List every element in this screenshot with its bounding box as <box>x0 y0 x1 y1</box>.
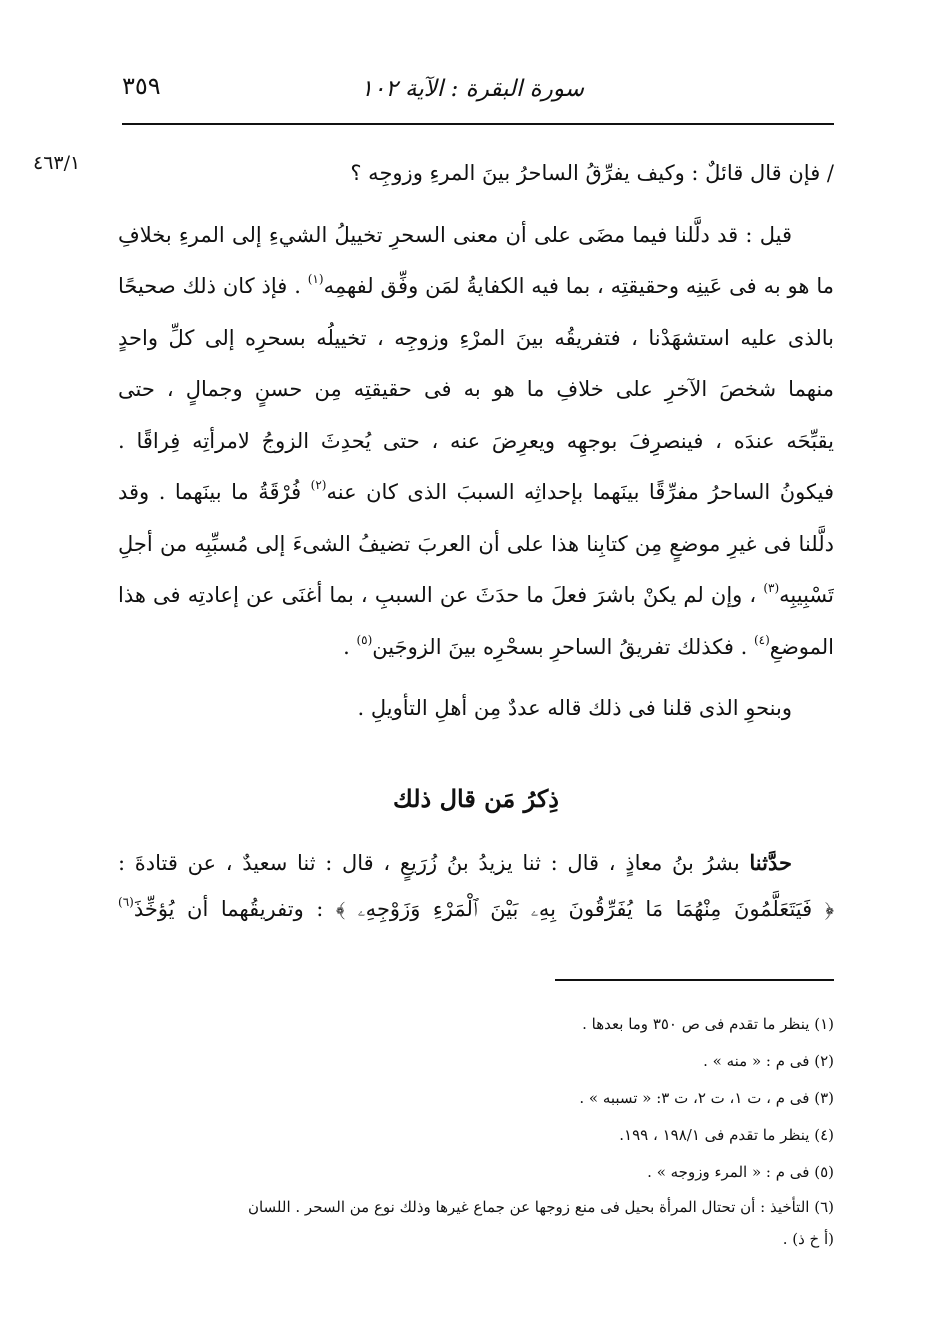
main-text <box>118 148 834 735</box>
footnote: (١) ينظر ما تقدم فى ص ٣٥٠ وما بعدها . <box>582 1015 834 1033</box>
text-line: حدَّثنا بشرُ بنُ معاذٍ ، قال : ثنا يزيدُ بنُ زُرَيعٍ ، قال : ثنا سعيدٌ ، عن قتادةَ : <box>118 850 792 875</box>
footnote-marker[interactable]: (٣) <box>763 581 780 595</box>
text-line: يقبِّحَه عندَه ، فينصرِفَ بوجهِه ويعرِضَ عنه ، حتى يُحدِثَ الزوجُ لامرأتِه فِراقًا . <box>118 428 834 453</box>
footnote-marker[interactable]: (٢) <box>310 478 327 492</box>
text-line: وبنحوِ الذى قلنا فى ذلك قاله عددٌ مِن أهلِ التأويلِ . <box>357 696 792 720</box>
header-rule <box>122 123 834 125</box>
text-line: / فإن قال قائلٌ : وكيف يفرِّقُ الساحرُ بينَ المرءِ وزوجِه ؟ <box>350 161 834 185</box>
footnote: (٦) التأخيذ : أن تحتال المرأة بحيل فى منع زوجها عن جماع غيرها وذلك نوع من السحر . اللسان <box>247 1198 834 1216</box>
footnote: (٢) فى م : « منه » . <box>703 1052 834 1070</box>
text-line: قيل : قد دلَّلنا فيما مضَى على أن معنى السحرِ تخييلُ الشيءِ إلى المرءِ بخلافِ <box>118 222 792 247</box>
narration-opener: حدَّثنا <box>749 850 792 875</box>
footnote: (٥) فى م : « المرء وزوجه » . <box>647 1163 834 1181</box>
running-title: سورة البقرة : الآية ١٠٢ <box>360 76 584 102</box>
paragraph-gap <box>118 200 834 210</box>
text-line: تَسْبِيبِه$^{(٣)}$ ، وإن لم يكنْ باشرَ فعلَ ما حدَثَ عن السببِ ، بما أغنَى عن إعادتِه فى هذا <box>118 581 834 607</box>
text-line: بالذى عليه استشهَدْنا ، فتفريقُه بينَ المرْءِ وزوجِه ، تخييلُه بسحرِه إلى كلِّ واحدٍ <box>118 325 834 350</box>
footnote-continuation: (أ خ ذ) . <box>782 1230 834 1248</box>
footnote: (٤) ينظر ما تقدم فى ١٩٨/١ ، ١٩٩. <box>619 1126 834 1144</box>
text-line: فيكونُ الساحرُ مفرِّقًا بينَهما بإحداثِه السببَ الذى كان عنه$^{(٢)}$ فُرْقَةُ ما بينَهما . وقد <box>118 478 834 504</box>
running-header <box>122 64 834 114</box>
footnote-marker[interactable]: (٥) <box>356 632 373 647</box>
footnote-marker[interactable]: (٤) <box>753 632 770 647</box>
hadith-text <box>118 840 834 932</box>
footnote-marker[interactable]: (١) <box>307 272 324 286</box>
section-heading: ذِكرُ مَن قال ذلك <box>393 784 559 813</box>
text-line: دلَّلنا فى غيرِ موضعٍ مِن كتابِنا هذا على أن العربَ تضيفُ الشىءَ إلى مُسبِّبِه من أجلِ <box>118 531 834 556</box>
footnote-rule <box>555 979 834 981</box>
paragraph-gap <box>118 673 834 683</box>
marginal-reference: ٤٦٣/١ <box>33 152 81 174</box>
footnotes <box>110 1006 834 1255</box>
text-line: الموضعِ$^{(٤)}$ . فكذلك تفريقُ الساحرِ بسحْرِه بينَ الزوجَين$^{(٥)}$ . <box>343 632 834 659</box>
page-number: ٣٥٩ <box>122 72 161 100</box>
text-line <box>118 886 834 932</box>
text-line: ما هو به فى عَينِه وحقيقتِه ، بما فيه الكفايةُ لمَن وفِّق لفهمِه$^{(١)}$ . فإذ كان ذلك صحيحًا <box>118 272 834 298</box>
quran-quote: ﴿ فَيَتَعَلَّمُونَ مِنْهُمَا مَا يُفَرِّقُونَ بِهِۦ بَيْنَ ٱلْمَرْءِ وَزَوْجِهِۦ ﴾ : وتفريقُهما أن يُؤخِّذَ <box>133 897 834 921</box>
text-line: منهما شخصَ الآخرِ على خلافِ ما هو به فى حقيقتِه مِن حسنٍ وجمالٍ ، حتى <box>118 377 834 401</box>
footnote-marker[interactable]: (٦) <box>118 895 134 909</box>
footnote: (٣) فى م ، ت ١، ت ٢، ت ٣: « تسببه » . <box>579 1089 834 1107</box>
